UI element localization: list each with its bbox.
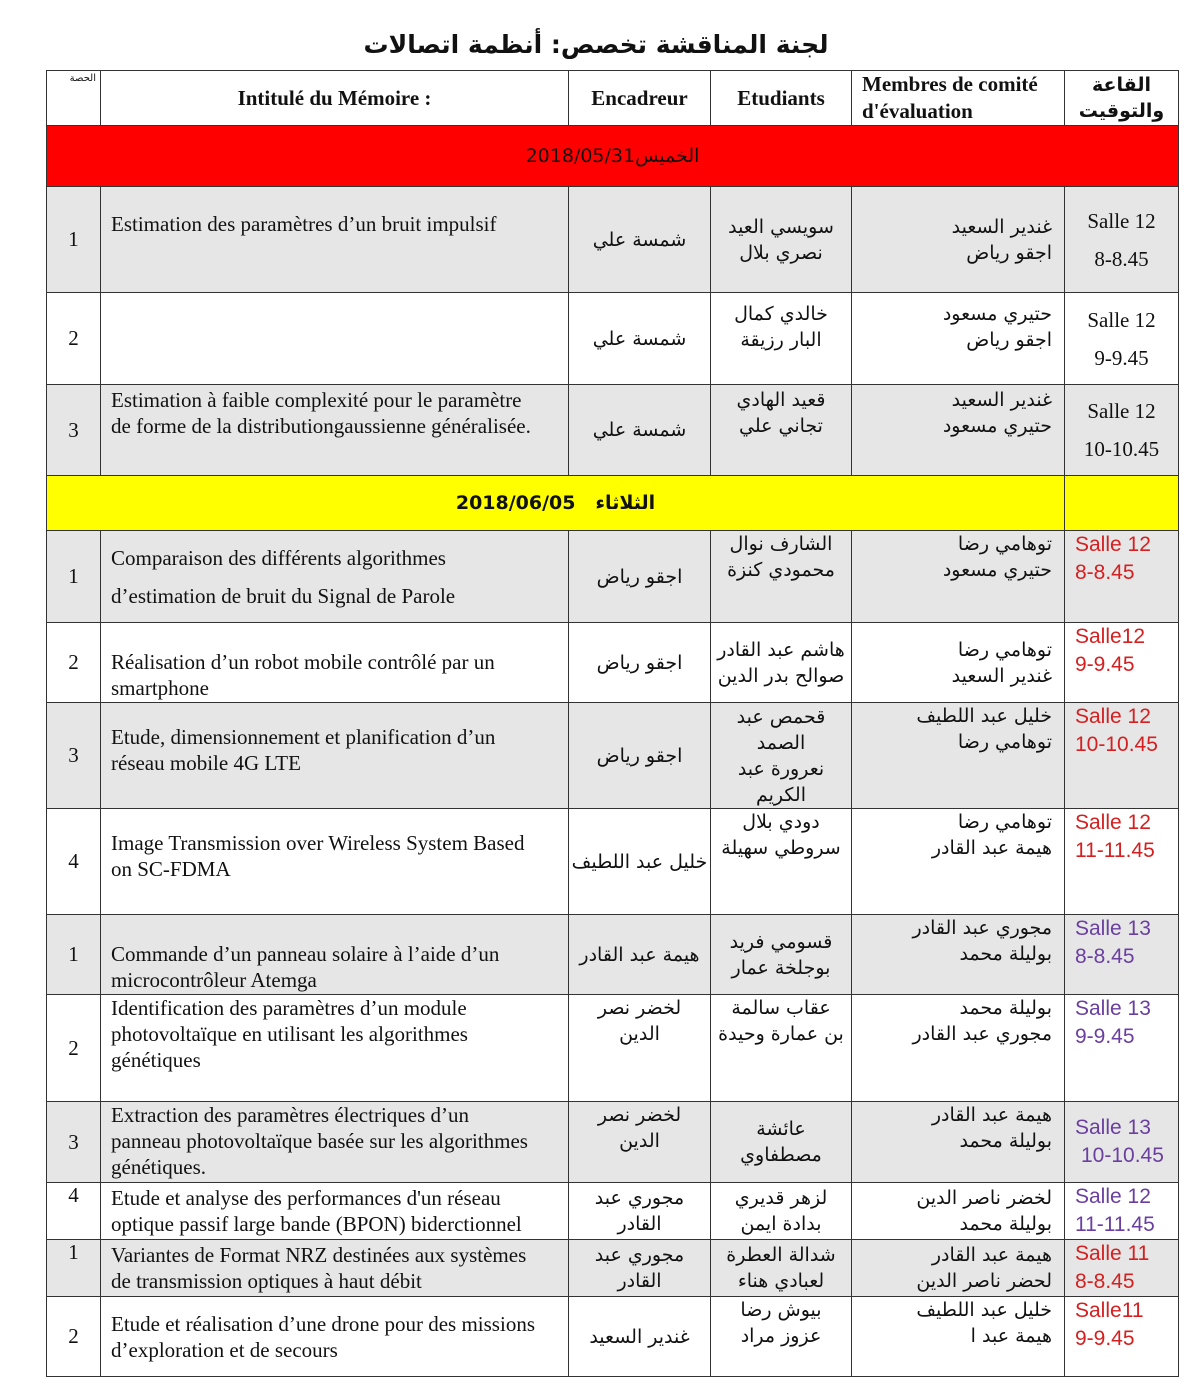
date-label-1: الخميس2018/05/31 xyxy=(47,126,1179,187)
thesis-title: Réalisation d’un robot mobile contrôlé par un smartphone xyxy=(101,623,569,703)
date-band-1 xyxy=(47,126,1179,187)
row-num: 3 xyxy=(47,385,101,476)
table-row xyxy=(47,1240,1179,1297)
membres: حتيري مسعود اجقو رياض xyxy=(852,293,1065,385)
table-row xyxy=(47,1297,1179,1377)
etudiants: خالدي كمال البار رزيقة xyxy=(711,293,852,385)
table-row xyxy=(47,703,1179,809)
table-row xyxy=(47,915,1179,995)
etudiants: قعيد الهادي تجاني علي xyxy=(711,385,852,476)
table-row xyxy=(47,809,1179,915)
encadreur: شمسة علي xyxy=(569,293,711,385)
encadreur: خليل عبد اللطيف xyxy=(569,809,711,915)
thesis-title: Comparaison des différents algorithmes d’estimation de bruit du Signal de Parole xyxy=(101,531,569,623)
membres: توهامي رضا حتيري مسعود xyxy=(852,531,1065,623)
membres: بوليلة محمد مجوري عبد القادر xyxy=(852,995,1065,1102)
encadreur: غندير السعيد xyxy=(569,1297,711,1377)
row-num: 3 xyxy=(47,703,101,809)
schedule-table xyxy=(46,70,1179,1377)
row-num: 4 xyxy=(47,1183,101,1240)
table-row xyxy=(47,385,1179,476)
header-encadreur: Encadreur xyxy=(569,71,711,126)
salle: Salle 12 9-9.45 xyxy=(1065,293,1179,385)
salle: Salle 11 8-8.45 xyxy=(1065,1240,1179,1297)
etudiants: عقاب سالمة بن عمارة وحيدة xyxy=(711,995,852,1102)
etudiants: بيوش رضا عزوز مراد xyxy=(711,1297,852,1377)
salle: Salle 13 9-9.45 xyxy=(1065,995,1179,1102)
salle: Salle 13 10-10.45 xyxy=(1065,1102,1179,1183)
row-num: 1 xyxy=(47,915,101,995)
thesis-title: Variantes de Format NRZ destinées aux systèmes de transmission optiques à haut débit xyxy=(101,1240,569,1297)
thesis-title: Estimation à faible complexité pour le paramètre de forme de la distributiongaussienne généralisée. xyxy=(101,385,569,476)
membres: هيمة عبد القادر لحضر ناصر الدين xyxy=(852,1240,1065,1297)
etudiants: لزهر قديري بدادة ايمن xyxy=(711,1183,852,1240)
table-row xyxy=(47,293,1179,385)
etudiants: قحمص عبد الصمد نعرورة عبد الكريم xyxy=(711,703,852,809)
salle: Salle 12 8-8.45 xyxy=(1065,531,1179,623)
etudiants: شدالة العطرة لعبادي هناء xyxy=(711,1240,852,1297)
row-num: 2 xyxy=(47,1297,101,1377)
membres: لخضر ناصر الدين بوليلة محمد xyxy=(852,1183,1065,1240)
salle: Salle 12 10-10.45 xyxy=(1065,703,1179,809)
row-num: 2 xyxy=(47,293,101,385)
date-band-2 xyxy=(47,476,1179,531)
thesis-title: Etude et analyse des performances d'un réseau optique passif large bande (BPON) biderctionnel xyxy=(101,1183,569,1240)
membres: خليل عبد اللطيف توهامي رضا xyxy=(852,703,1065,809)
encadreur: هيمة عبد القادر xyxy=(569,915,711,995)
etudiants: قسومي فريد بوجلخة عمار xyxy=(711,915,852,995)
encadreur: اجقو رياض xyxy=(569,703,711,809)
header-etudiants: Etudiants xyxy=(711,71,852,126)
row-num: 2 xyxy=(47,623,101,703)
membres: غندير السعيد حتيري مسعود xyxy=(852,385,1065,476)
thesis-title: Etude, dimensionnement et planification d’un réseau mobile 4G LTE xyxy=(101,703,569,809)
etudiants: الشارف نوال محمودي كنزة xyxy=(711,531,852,623)
encadreur: لخضر نصر الدين xyxy=(569,995,711,1102)
membres: غندير السعيد اجقو رياض xyxy=(852,187,1065,293)
table-row xyxy=(47,187,1179,293)
salle: Salle 12 11-11.45 xyxy=(1065,1183,1179,1240)
row-num: 4 xyxy=(47,809,101,915)
table-row xyxy=(47,531,1179,623)
membres: خليل عبد اللطيف هيمة عبد ا xyxy=(852,1297,1065,1377)
salle: Salle 12 11-11.45 xyxy=(1065,809,1179,915)
header-salle: القاعة والتوقيت xyxy=(1065,71,1179,126)
salle: Salle 13 8-8.45 xyxy=(1065,915,1179,995)
row-num: 1 xyxy=(47,1240,101,1297)
encadreur: مجوري عبد القادر xyxy=(569,1240,711,1297)
membres: مجوري عبد القادر بوليلة محمد xyxy=(852,915,1065,995)
salle: Salle 12 10-10.45 xyxy=(1065,385,1179,476)
thesis-title: Extraction des paramètres électriques d’un panneau photovoltaïque basée sur les algorithmes génétiques. xyxy=(101,1102,569,1183)
etudiants: سويسي العيد نصري بلال xyxy=(711,187,852,293)
row-num: 1 xyxy=(47,531,101,623)
encadreur: شمسة علي xyxy=(569,187,711,293)
table-row xyxy=(47,995,1179,1102)
thesis-title: Commande d’un panneau solaire à l’aide d’un microcontrôleur Atemga xyxy=(101,915,569,995)
header-title: Intitulé du Mémoire : xyxy=(101,71,569,126)
row-num: 3 xyxy=(47,1102,101,1183)
table-row xyxy=(47,623,1179,703)
date-label-2: الثلاثاء 2018/06/05 xyxy=(47,476,1065,531)
encadreur: شمسة علي xyxy=(569,385,711,476)
thesis-title: Etude et réalisation d’une drone pour des missions d’exploration et de secours xyxy=(101,1297,569,1377)
thesis-title xyxy=(101,293,569,385)
salle: Salle12 9-9.45 xyxy=(1065,623,1179,703)
thesis-title: Identification des paramètres d’un module photovoltaïque en utilisant les algorithmes génétiques xyxy=(101,995,569,1102)
membres: توهامي رضا هيمة عبد القادر xyxy=(852,809,1065,915)
thesis-title: Estimation des paramètres d’un bruit impulsif xyxy=(101,187,569,293)
header-membres: Membres de comité d'évaluation xyxy=(852,71,1065,126)
etudiants: دودي بلال سروطي سهيلة xyxy=(711,809,852,915)
header-num: الحصة xyxy=(47,71,101,126)
row-num: 2 xyxy=(47,995,101,1102)
encadreur: مجوري عبد القادر xyxy=(569,1183,711,1240)
salle: Salle11 9-9.45 xyxy=(1065,1297,1179,1377)
table-row xyxy=(47,1102,1179,1183)
table-row xyxy=(47,1183,1179,1240)
row-num: 1 xyxy=(47,187,101,293)
membres: توهامي رضا غندير السعيد xyxy=(852,623,1065,703)
date-band-2-empty xyxy=(1065,476,1179,531)
salle: Salle 12 8-8.45 xyxy=(1065,187,1179,293)
header-row xyxy=(47,71,1179,126)
etudiants: عائشة مصطفاوي xyxy=(711,1102,852,1183)
encadreur: لخضر نصر الدين xyxy=(569,1102,711,1183)
membres: هيمة عبد القادر بوليلة محمد xyxy=(852,1102,1065,1183)
etudiants: هاشم عبد القادر صوالح بدر الدين xyxy=(711,623,852,703)
encadreur: اجقو رياض xyxy=(569,531,711,623)
encadreur: اجقو رياض xyxy=(569,623,711,703)
thesis-title: Image Transmission over Wireless System Based on SC-FDMA xyxy=(101,809,569,915)
page-title: لجنة المناقشة تخصص: أنظمة اتصالات xyxy=(363,30,829,59)
